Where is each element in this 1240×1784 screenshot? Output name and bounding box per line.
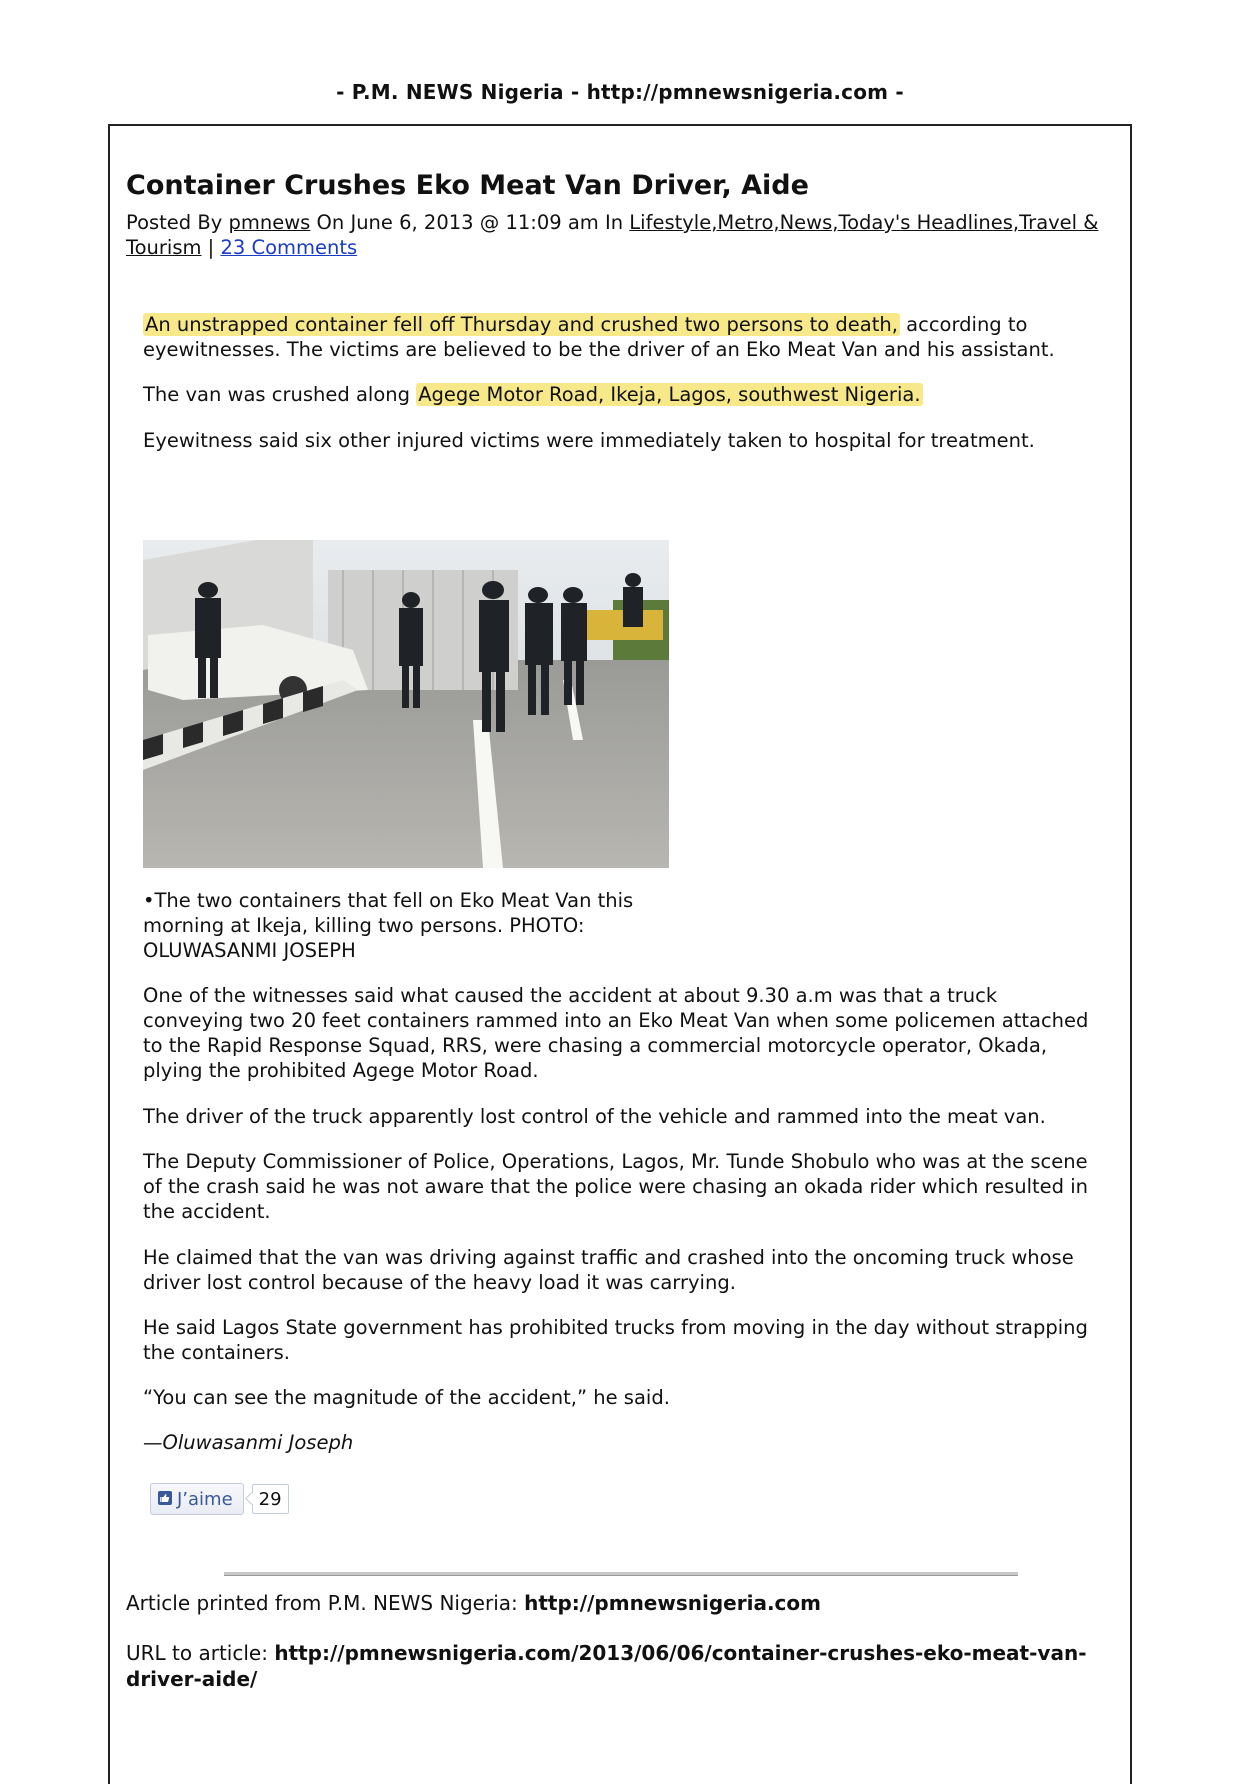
meta-separator: | <box>201 236 221 259</box>
paragraph-2-prefix: The van was crushed along <box>143 383 417 406</box>
posted-by-label: Posted By <box>126 211 229 234</box>
accident-photo-image <box>143 540 669 868</box>
photo-caption: •The two containers that fell on Eko Meat Van this morning at Ikeja, killing two persons. PHOTO: OLUWASANMI JOSEPH <box>143 889 634 962</box>
paragraph-1 <box>143 312 1103 362</box>
article-url[interactable]: http://pmnewsnigeria.com/2013/06/06/container-crushes-eko-meat-van-driver-aide/ <box>126 1641 1087 1691</box>
categories-link[interactable]: Lifestyle,Metro,News,Today's Headlines,Travel & Tourism <box>126 211 1099 259</box>
paragraph-3: Eyewitness said six other injured victims were immediately taken to hospital for treatment. <box>143 429 1035 452</box>
paragraph-8: He said Lagos State government has prohibited trucks from moving in the day without strapping the containers. <box>143 1316 1088 1364</box>
comments-link[interactable]: 23 Comments <box>220 236 358 259</box>
paragraph-1-rest: according to eyewitnesses. The victims are believed to be the driver of an Eko Meat Van and his assistant. <box>143 313 1055 361</box>
footer-divider <box>224 1572 1018 1576</box>
article-title: Container Crushes Eko Meat Van Driver, Aide <box>126 170 809 201</box>
paragraph-5: The driver of the truck apparently lost control of the vehicle and rammed into the meat van. <box>143 1105 1046 1128</box>
post-date: On June 6, 2013 @ 11:09 am In <box>310 211 630 234</box>
like-widget <box>150 1482 289 1516</box>
paragraph-2 <box>143 382 1103 407</box>
printed-from-line <box>126 1590 1106 1616</box>
article-url-label: URL to article: <box>126 1641 275 1665</box>
like-label: J’aime <box>177 1488 233 1510</box>
article-url-line <box>126 1640 1106 1692</box>
site-header: - P.M. NEWS Nigeria - http://pmnewsnigeria.com - <box>336 80 904 104</box>
accident-photo <box>143 540 669 868</box>
printed-from-label: Article printed from P.M. NEWS Nigeria: <box>126 1591 525 1615</box>
author-signature: —Oluwasanmi Joseph <box>143 1431 354 1454</box>
paragraph-9: “You can see the magnitude of the accident,” he said. <box>143 1386 670 1409</box>
paragraph-4: One of the witnesses said what caused the accident at about 9.30 a.m was that a truck conveying two 20 feet containers rammed into an Eko Meat Van when some policemen attached to the Rapid Response Squad, RRS, were chasing a commercial motorcycle operator, Okada, plying the prohibited Agege Motor Road. <box>143 984 1089 1082</box>
like-count: 29 <box>252 1484 289 1514</box>
printed-from-url[interactable]: http://pmnewsnigeria.com <box>524 1591 821 1615</box>
article-meta <box>126 210 1116 260</box>
facebook-like-icon <box>158 1491 172 1505</box>
highlight-1: An unstrapped container fell off Thursday and crushed two persons to death, <box>145 313 898 336</box>
highlight-2: Agege Motor Road, Ikeja, Lagos, southwest Nigeria. <box>418 383 921 406</box>
like-button[interactable] <box>150 1483 244 1515</box>
paragraph-6: The Deputy Commissioner of Police, Operations, Lagos, Mr. Tunde Shobulo who was at the scene of the crash said he was not aware that the police were chasing an okada rider which resulted in the accident. <box>143 1150 1089 1223</box>
author-link[interactable]: pmnews <box>228 211 311 234</box>
paragraph-7: He claimed that the van was driving against traffic and crashed into the oncoming truck whose driver lost control because of the heavy load it was carrying. <box>143 1246 1074 1294</box>
